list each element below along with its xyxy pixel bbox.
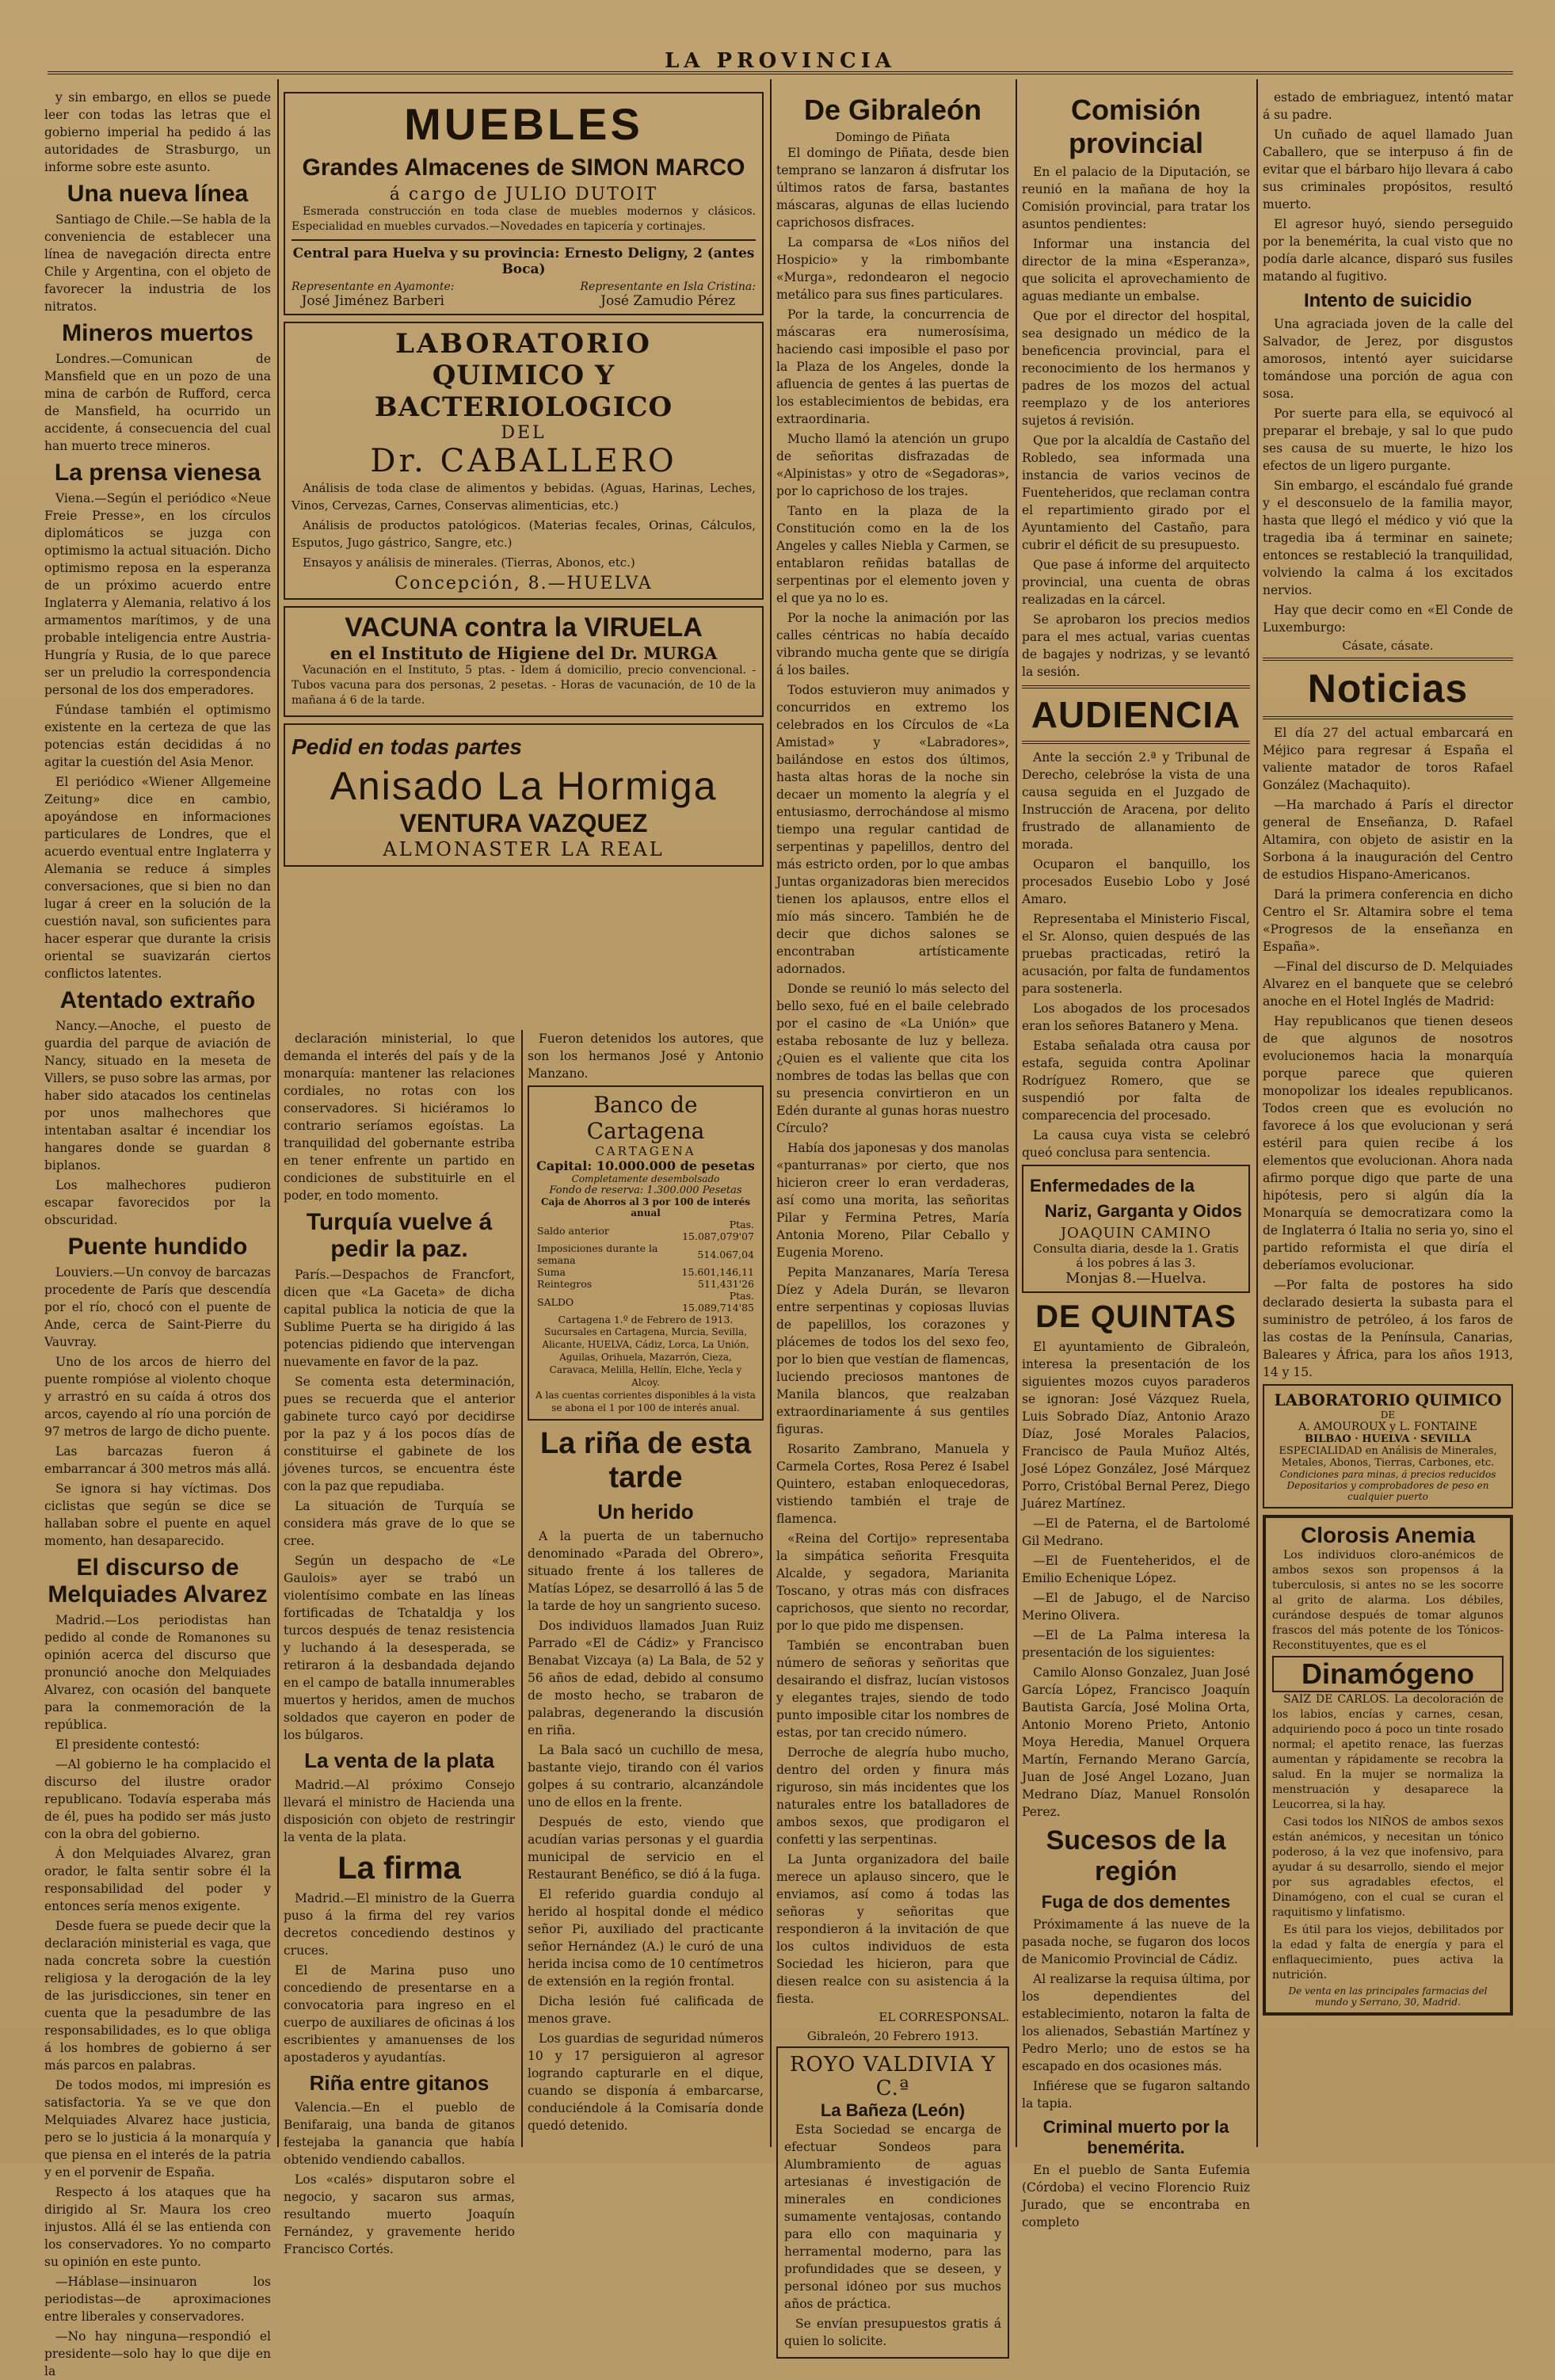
ad-text: ALMONASTER LA REAL [383,838,665,860]
article-text: Pepita Manzanares, María Teresa Díez y Adela Durán, se llevaron entre serpentinas y copiosas lluvias de papelillos, los corazones y plácemes de todos los del sexo feo, por lo bien que vestían de flamencas, luciendo preciosos mantones de Manila blancos, que realzaban extraordinariamente á sus gentiles figuras. [776,1265,1009,1436]
ad-title: LABORATORIO [395,328,652,360]
column-2a [284,1030,515,2256]
table-row [535,1242,756,1266]
article-text: Viena.—Según el periódico «Neue Freie Presse», en los círculos diplomáticos se juzga con optimismo la actual situación. Dicho optimismo reposa en la esperanza de un próximo acuerdo entre Inglaterra y Alemania, relativo á los armamentos marítimos, y de una probable inteligencia entre Austria-Hungría y Rusia, de lo que parece ser un preludio la correspondencia personal de los dos emperadores. [44,491,271,697]
article-text: Tanto en la plaza de la Constitución como en la de los Angeles y calles Niebla y Carmen, se entablaron reñidas batallas de serpentinas por el elemento joven y el que ya no lo es. [776,504,1009,605]
ad-text: A las cuentas corrientes disponibles á la vista se abona el 1 por 100 de interés anual. [535,1390,756,1413]
article-text: París.—Despachos de Francfort, dicen que «La Gaceta» de dicha capital publica la noticia de que la Sublime Puerta se ha dirigido á las potencias pidiendo que intervengan nuevamente en favor de la paz. [284,1268,515,1369]
anisado-ad [284,723,764,867]
article-text: Donde se reunió lo más selecto del bello sexo, fué en el baile celebrado por el casino de «La Unión» que estaba rebosante de luz y belleza. ¿Quien es el valiente que cita los nombres de todas las bellas que con su presencia convirtieron en un Edén durante al gunas horas nuestro Círculo? [776,982,1009,1135]
ad-address: Concepción, 8.—HUELVA [394,574,653,593]
article-text: Á don Melquiades Alvarez, gran orador, le falta sentir sobre él la responsabilidad del poder y entonces sería menos exigente. [44,1847,271,1913]
headline: Riña entre gitanos [309,2071,490,2095]
subheadline: Fuga de dos dementes [1041,1892,1231,1912]
ad-text: Vacunación en el Instituto, 5 ptas. - Idem á domicilio, precio convencional. - Tubos vacuna para dos personas, 2 pesetas. - Horas de vacunación, de 10 de la mañana á 6 de la tarde. [292,664,756,707]
article-text: —Por falta de postores ha sido declarado desierta la subasta para el suministro de petróleo, á los faros de las costas de la Península, Canarias, Baleares y África, para los años 1913, 14 y 15. [1263,1278,1513,1379]
article-text: La causa cuya vista se celebró queó conclusa para sentencia. [1022,1128,1250,1160]
ad-text: Consulta diaria, desde la 1. Gratis á los pobres á las 3. [1033,1241,1239,1270]
article-text: El referido guardia condujo al herido al hospital donde el médico señor Pi, auxiliado del practicante señor Hernández (A.) le curó de una herida incisa como de 10 centímetros de extensión en la región frontal. [528,1887,764,1989]
article-text: Hay republicanos que tienen deseos de que algunos de nosotros evolucionemos hacia la monarquía porque parece que quieren monopolizar los ideales republicanos. Todos creen que es evolución no favorece á los que evolucionan y será estéril para quien recibe á los elementos que evolucionan. Ahora nada afirmo porque digo que parte de una hipótesis, pero si algún día la Monarquía se democratizara como la de Inglaterra ó Italia no seria yo, sino el partido reformista el que diría el deberíamos evolucionar. [1263,1014,1513,1272]
article-text: estado de embriaguez, intentó matar á su padre. [1263,90,1513,122]
article-text: Dicha lesión fué calificada de menos grave. [528,1994,764,2026]
ad-text: Cartagena 1.º de Febrero de 1913. [558,1314,734,1325]
table-cell: 15.601,146,11 [681,1266,754,1278]
column-rule [770,79,772,2147]
article-text: Los «calés» disputaron sobre el negocio, y sacaron sus armas, resultando muerto Joaquín Fernández, y gravemente herido Francisco Cortés. [284,2172,515,2256]
article-text: Derroche de alegría hubo mucho, dentro del orden y finura más riguroso, sin más incidentes que los naturales entre los batalladores de ambos sexos, que prodigaron el confetti y las serpentinas. [776,1745,1009,1847]
signature: EL CORRESPONSAL. [878,2010,1009,2024]
article-text: Sin embargo, el escándalo fué grande y el desconsuelo de la familia mayor, hasta que llegó el médico y vió que la tragedia iba á terminar en sainete; entonces se restableció la tranquilidad, volviendo la calma á los excitados nervios. [1263,479,1513,597]
table-row [535,1266,756,1278]
article-text: —Háblase—insinuaron los periodistas—de aproximaciones entre liberales y conservadores. [44,2275,271,2324]
column-5 [1263,89,1513,2157]
article-text: —Ha marchado á París el director general de Enseñanza, D. Rafael Altamira, con objeto de asistir en la Sorbona á la inauguración del Centro de estudios Hispano-Americanos. [1263,798,1513,882]
table-row [535,1278,756,1290]
article-text: Una agraciada joven de la calle del Salvador, de Jerez, por disgustos amorosos, intentó ayer suicidarse tomándose una porción de agua con sosa. [1263,317,1513,401]
ad-text: A. AMOUROUX y L. FONTAINE [1298,1421,1477,1433]
headline: Sucesos de la región [1046,1825,1226,1886]
dateline: Gibraleón, 20 Febrero 1913. [806,2029,979,2043]
article-text: En el pueblo de Santa Eufemia (Córdoba) el vecino Florencio Ruiz Jurado, que se encontraba en completo [1022,2163,1250,2229]
ad-text: De venta en las principales farmacias del mundo y Serrano, 30, Madrid. [1288,1985,1488,2008]
headline: La firma [337,1851,461,1886]
article-text: Santiago de Chile.—Se habla de la conveniencia de establecer una línea de navegación directa entre Chile y Argentina, con el objeto de favorecer la industria de los nitratos. [44,212,271,314]
article-text: Había dos japonesas y dos manolas «panturranas» por cierto, que nos hicieron creer lo eran verdaderas, así como una morita, las señoritas Pilar y Fermina Petres, María Antonia Moreno, Pilar Ceballo y Eugenia Moreno. [776,1141,1009,1260]
article-text: —El de Paterna, el de Bartolomé Gil Medrano. [1022,1516,1250,1548]
ad-text: Depositarios y comprobadores de peso en cualquier puerto [1286,1480,1489,1502]
article-text: declaración ministerial, lo que demanda el interés del país y de la monarquía: mantener las relaciones cordiales, no rotas con los conservadores. Si hiciéramos lo contrario seríamos egoístas. La tranquilidad del gobernante estriba en tener enfrente un partido en condiciones de substituirle en el poder, en todo momento. [284,1032,515,1203]
ad-text: Completamente desembolsado [571,1173,720,1184]
ad-text: Fondo de reserva: 1.300.000 Pesetas [549,1184,742,1196]
headline: Intento de suicidio [1303,290,1472,311]
article-text: El presidente contestó: [55,1737,200,1752]
muebles-ad [284,92,764,315]
ad-text: Es útil para los viejos, debilitados por la edad y falta de energía y para el enflaquecimiento, pues activa la nutrición. [1272,1924,1504,1981]
headline: La venta de la plata [304,1749,494,1772]
ad-text: Capital: 10.000.000 de pesetas [536,1158,755,1173]
ad-subtitle: Grandes Almacenes de SIMON MARCO [302,154,745,181]
article-text: A la puerta de un tabernucho denominado «Parada del Obrero», situado frente á los talleres de Matías López, se desarrolló á las 5 de la tarde de hoy un sangriento suceso. [528,1529,764,1613]
article-text: Londres.—Comunican de Mansfield que en un pozo de una mina de carbón de Rufford, cerca de Mansfield, ha ocurrido un accidente, á consecuencia del cual han muerto trece mineros. [44,352,271,453]
table-row [535,1219,756,1242]
ad-title: ROYO VALDIVIA Y C.ª [789,2053,997,2100]
ad-title: Dinamógeno [1272,1656,1504,1692]
column-2b [528,1030,764,2155]
ad-text: SAIZ DE CARLOS. La decoloración de los labios, encías y carnes, cesan, adquiriendo poco á poco un tinte rosado normal; el apetito renace, las fuerzas aumentan y rápidamente se recobra la salud. En la mujer se normaliza la menstruación y desaparece la Leucorrea, si la hay. [1272,1693,1504,1811]
headline: Comisión provincial [1068,93,1204,159]
article-text: Los abogados de los procesados eran los señores Batanero y Mena. [1022,1001,1250,1033]
article-text: Informar una instancia del director de la mina «Esperanza», que solicita el aprovechamiento de aguas mediante un embalse. [1022,237,1250,303]
article-text: Que por el director del hospital, sea designado un médico de la beneficencia provincial, para el reconocimiento de los hermanos y padres de los mozos del actual reemplazo y de los anteriores sujetos á revisión. [1022,309,1250,428]
article-text: Estaba señalada otra causa por estafa, seguida contra Apolinar Rodríguez Romero, que se suspendió por falta de comparecencia del procesado. [1022,1039,1250,1123]
subheadline: Criminal muerto por la benemérita. [1042,2117,1229,2157]
article-text: Al realizarse la requisa última, por los dependientes del establecimiento, notaron la falta de los alienados, Sebastián Martínez y Pedro Merlo; uno de estos se ha escapado en dos ocasiones más. [1022,1972,1250,2073]
table-cell: Ptas. 15.089,714'85 [682,1290,754,1314]
ad-text: José Jiménez Barberi [301,293,444,309]
article-text: Madrid.—Al próximo Consejo llevará el ministro de Hacienda una disposición con objeto de restringir la venta de la plata. [284,1778,515,1844]
ad-title: QUIMICO Y BACTERIOLOGICO [374,360,673,423]
headline: Mineros muertos [62,320,253,346]
ad-subtitle: en el Instituto de Higiene del Dr. MURGA [330,643,718,663]
ad-title: Banco de Cartagena [586,1092,705,1144]
ad-text: Análisis de toda clase de alimentos y bebidas. (Aguas, Harinas, Leches, Vinos, Cervezas, Carnes, Conservas alimenticias, etc.) [292,481,756,513]
ad-text: á cargo de JULIO DUTOIT [389,185,658,204]
article-text: Madrid.—El ministro de la Guerra puso á la firma del rey varios decretos concediendo destinos y cruces. [284,1891,515,1958]
headline: Noticias [1307,666,1469,711]
ad-text: DEL [501,423,547,443]
column-4 [1022,89,1250,2229]
table-cell: SALDO [537,1295,574,1308]
ad-subtitle: La Bañeza (León) [820,2100,966,2120]
ad-text: Los individuos cloro-anémicos de ambos sexos son propensos á la tuberculosis, si antes no se les socorre al grito de alarma. Los débiles, curándose después de tomar algunos frascos del más potente de los Tónicos-Reconstituyentes, que es el [1272,1549,1504,1652]
article-text: Después de esto, viendo que acudían varias personas y el guardia municipal de servicio en el Restaurant Benéfico, se dió á la fuga. [528,1815,764,1882]
ad-title: Enfermedades de la [1030,1176,1195,1196]
article-text: Todos estuvieron muy animados y concurridos en extremo los celebrados en los Círculos de «La Amistad» y «Labradores», bailándose en estos dos últimos, hasta altas horas de la noche sin decaer un momento la alegría y el entusiasmo, derrochándose al mismo tiempo una regular cantidad de serpentinas y papelillos, dentro del más estricto orden, por lo que ambas Juntas organizadoras bien merecidos tienen los aplausos, entre ellos el mío más sincero. También he de decir que dichos salones se encontraban artísticamente adornados. [776,683,1009,976]
article-text: El domingo de Piñata, desde bien temprano se lanzaron á disfrutar los últimos ratos de farsa, bastantes máscaras, algunas de ellas luciendo caprichosos disfraces. [776,146,1009,230]
article-text: «Reina del Cortijo» representaba la simpática señorita Fresquita Alcalde, y segadora, Marianita Toscano, y otras más con disfraces caprichosos, que siento no recordar, por lo que pido me dispensen. [776,1531,1009,1633]
headline: Puente hundido [67,1234,248,1260]
ad-title: MUEBLES [404,99,643,149]
ad-title: LABORATORIO QUIMICO [1274,1390,1502,1409]
bank-ad [528,1085,764,1421]
ad-title: Anisado La Hormiga [330,764,718,808]
article-text: Se aprobaron los precios medios para el mes actual, varias cuentas de bagajes y nodrizas, y se levantó la sesión. [1022,612,1250,679]
ad-text: CARTAGENA [595,1144,696,1158]
article-text: La situación de Turquía se considera más grave de lo que se cree. [284,1499,515,1548]
article-text: Louviers.—Un convoy de barcazas procedente de París que descendía por el río, chocó con el puente de Ande, cerca de Saint-Pierre du Vauvray. [44,1265,271,1349]
article-text: Según un despacho de «Le Gaulois» ayer se trabó un violentísimo combate en las líneas fortificadas de Tchataldja y los turcos después de tenaz resistencia y luchando á la desesperada, se retiraron á la desbandada dejando en el campo de batalla innumerables muertos y heridos, amen de muchos soldados que cayeron en poder de los búlgaros. [284,1554,515,1742]
ad-text: José Zamudio Pérez [600,293,736,309]
ad-text: Análisis de productos patológicos. (Materias fecales, Orinas, Cálculos, Esputos, Jugo gástrico, Sangre, etc.) [292,518,756,550]
article-text: El periódico «Wiener Allgemeine Zeitung» dice en cambio, apoyándose en informaciones particulares de Londres, que el acuerdo eventual entre Inglaterra y Alemania se reduce á simples conversaciones, que si bien no dan lugar á creer en la solución de la cuestión naval, son suficientes para hacer esperar que durante la crisis oriental se suavizarán ciertos conflictos latentes. [44,775,271,981]
laboratory-ad [284,322,764,600]
ad-label: Representante en Isla Cristina: [580,280,756,293]
headline: De Gibraleón [803,93,982,126]
article-text: —El de La Palma interesa la presentación de los siguientes: [1022,1628,1250,1660]
headline: DE QUINTAS [1035,1299,1237,1334]
ad-text: Esmerada construcción en toda clase de muebles modernos y clásicos. Especialidad en muebles curvados.—Novedades en tapicería y cortinajes. [292,205,756,233]
bank-table [535,1219,756,1314]
table-cell: 514.067,04 [697,1248,754,1261]
article-text: Las barcazas fueron á embarrancar á 300 metros más allá. [44,1444,271,1476]
article-text: En el palacio de la Diputación, se reunió en la mañana de hoy la Comisión provincial, para tratar los asuntos pendientes: [1022,165,1250,231]
article-text: Que pase á informe del arquitecto provincial, una cuenta de obras realizadas en la cárcel. [1022,558,1250,607]
table-row [535,1290,756,1314]
ad-text: ESPECIALIDAD en Análisis de Minerales, Metales, Abonos, Tierras, Carbones, etc. [1279,1445,1497,1469]
article-text: —El de Fuenteheridos, el de Emilio Echenique López. [1022,1554,1250,1585]
article-text: Ocuparon el banquillo, los procesados Eusebio Lobo y José Amaro. [1022,857,1250,906]
subheadline: Domingo de Piñata [835,130,951,144]
ad-text: Se envían presupuestos gratis á quien lo solicite. [784,2317,1001,2348]
article-text: La Junta organizadora del baile merece un aplauso sincero, que le enviamos, así como á todas las señoras y señoritas que respondieron á la invitación de que los cultos individuos de esta Sociedad les hicieron, para que diesen realce con su asistencia á la fiesta. [776,1852,1009,2006]
vaccine-ad [284,606,764,717]
ad-text: Pedid en todas partes [292,734,522,759]
article-text: Fueron detenidos los autores, que son los hermanos José y Antonio Manzano. [528,1032,764,1081]
article-text: El de Marina puso uno concediendo de presentarse en a convocatoria para ingreso en el cuerpo de auxiliares de oficinas á los escribientes y amanuenses de los apostaderos y ayudantías. [284,1963,515,2065]
article-text: y sin embargo, en ellos se puede leer con todas las letras que el gobierno imperial ha pedido á las autoridades de Strasburgo, un informe sobre este asunto. [44,90,271,174]
article-text: Hay que decir como en «El Conde de Luxemburgo: [1263,603,1513,635]
headline: AUDIENCIA [1031,694,1241,735]
amouroux-ad [1263,1384,1513,1508]
article-text: Por la tarde, la concurrencia de máscaras era numerosísima, haciendo casi imposible el paso por la Plaza de los Angeles, donde la afluencia de gentes á las puertas de los establecimientos de bebidas, era extraordinaria. [776,307,1009,426]
headline: La riña de esta tarde [539,1427,752,1494]
ad-text: DE [1380,1409,1396,1421]
article-text: También se encontraban buen número de señoras y señoritas que desairando el disfraz, lucían vistosos y elegantes trajes, siendo de todo punto imposible citar los nombres de estas, por tan crecido número. [776,1638,1009,1740]
ad-text: Esta Sociedad se encarga de efectuar Sondeos para Alumbramiento de aguas artesianas é investigación de minerales en condiciones sumamente ventajosas, contando para ello con maquinaria y herramental moderno, para las profundidades que se deseen, y personal idóneo por sus muchos años de práctica. [784,2123,1001,2311]
article-text: Rosarito Zambrano, Manuela y Carmela Cortes, Rosa Perez é Isabel Quintero, estaban enloquecedoras, vistiendo también el traje de flamenca. [776,1442,1009,1526]
ad-block [284,89,764,1030]
ad-title: Nariz, Garganta y Oidos [1044,1201,1242,1221]
article-text: Un cuñado de aquel llamado Juan Caballero, que se interpuso á fin de evitar que el bárbaro hijo llevara á cabo sus criminales propósitos, resultó muerto. [1263,128,1513,212]
ad-address: Monjas 8.—Huelva. [1065,1270,1206,1287]
article-text: El día 27 del actual embarcará en Méjico para regresar á España el valiente matador de toros Rafael González (Machaquito). [1263,726,1513,792]
article-text: De todos modos, mi impresión es satisfactoria. Ya se ve que don Melquiades Alvarez hace justicia, pero se lo justicia á la monarquía y que piensa en el interés de la patria y en el porvenir de España. [44,2078,271,2180]
article-text: Ante la sección 2.ª y Tribunal de Derecho, celebróse la vista de una causa seguida en el Juzgado de Instrucción de Aracena, por delito frustrado de allanamiento de morada. [1022,750,1250,852]
headline: La prensa vienesa [54,460,261,486]
ad-title: VACUNA contra la VIRUELA [345,612,703,643]
ad-label: Representante en Ayamonte: [292,280,455,293]
article-text: Se comenta esta determinación, pues se recuerda que el anterior gabinete turco cayó por decidirse por la paz y á los pocos días de constituirse el gabinete de los jóvenes turcos, se encuentra éste con la paz que repudiaba. [284,1375,515,1493]
ad-text: Caja de Ahorros al 3 por 100 de interés anual [541,1196,750,1219]
ad-text: Casi todos los NIÑOS de ambos sexos están anémicos, y necesitan un tónico poderoso, á la vez que inofensivo, para ayudar á su desarrollo, siendo el mejor por sus agradables efectos, el Dinamógeno, con el cual se curan el raquitismo y linfatismo. [1272,1816,1504,1919]
ad-text: BILBAO · HUELVA · SEVILLA [1305,1433,1471,1445]
article-text: Infiérese que se fugaron saltando la tapia. [1022,2079,1250,2111]
article-text: —El de Jabugo, el de Narciso Merino Olivera. [1022,1591,1250,1623]
article-text: Que por la alcaldía de Castaño del Robledo, sea informada una instancia de varios vecinos de Fuenteheridos, que reclaman contra el repartimiento girado por el Ayuntamiento del Castaño, para cubrir el déficit de su presupuesto. [1022,433,1250,552]
article-text: —Final del discurso de D. Melquiades Alvarez en el banquete que se celebró anoche en el Hotel Inglés de Madrid: [1263,959,1513,1009]
dinamogeno-ad [1263,1515,1513,2016]
article-text: Por la noche la animación por las calles céntricas no había decaído vibrando mucha gente que se dirigía á los bailes. [776,611,1009,677]
column-rule [521,1030,523,2147]
article-text: El agresor huyó, siendo perseguido por la benemérita, la cual visto que no podía darle alcance, disparó sus fusiles matando al fugitivo. [1263,217,1513,284]
headline: Turquía vuelve á pedir la paz. [306,1209,493,1262]
article-text: —Al gobierno le ha complacido el discurso del ilustre orador republicano. Todavía esperaba más de él, pues ha podido ser más justo con la obra del gobierno. [44,1757,271,1841]
column-1 [44,89,272,2378]
article-text: Mucho llamó la atención un grupo de señoritas disfrazadas de «Alpinistas» y otro de «Segadoras», por lo caprichoso de los trajes. [776,432,1009,498]
ad-text: Ensayos y análisis de minerales. (Tierras, Abonos, etc.) [303,555,635,570]
article-text: Por suerte para ella, se equivocó al preparar el brebaje, y sal lo que pudo ses causa de su muerte, le hizo los efectos de un ligero purgante. [1263,406,1513,473]
article-text: Camilo Alonso Gonzalez, Juan José García López, Francisco Joaquín Bautista García, José Molina Orta, Antonio Moreno Prieto, Antonio Moya Heredia, Manuel Orquera Martín, Fernando Merano García, Juan de José Angel Lozano, Juan Medrano Díaz, Manuel Ronsolón Perez. [1022,1665,1250,1819]
article-text: Respecto á los ataques que ha dirigido al Sr. Maura los creo injustos. Allá él se las entienda con los conservadores. Yo no comparto su opinión en este punto. [44,2185,271,2269]
headline: Una nueva línea [67,181,249,207]
article-text: —No hay ninguna—respondió el presidente—solo hay lo que dije en la [44,2329,271,2378]
article-text: Fúndase también el optimismo existente en la certeza de que las potencias están decididas á no agitar la cuestión del Asia Menor. [44,703,271,769]
table-cell: Ptas. 15.087,079'07 [682,1219,754,1242]
ad-text: JOAQUIN CAMINO [1060,1225,1212,1241]
table-cell: Suma [537,1266,566,1278]
ad-title: Dr. CABALLERO [370,443,677,479]
column-rule [277,79,279,2147]
article-text: Se ignora si hay víctimas. Dos ciclistas que según se dice se hallaban sobre el puente en aquel momento, han desaparecido. [44,1482,271,1548]
article-text: Dos individuos llamados Juan Ruiz Parrado «El de Cádiz» y Francisco Benabat Vizcaya (a) La Bala, de 52 y 56 años de edad, debido al consumo de mosto hecho, se trabaron de palabras, degenerando la discusión en riña. [528,1619,764,1737]
ad-title: Clorosis Anemia [1301,1523,1475,1547]
article-text: La Bala sacó un cuchillo de mesa, bastante viejo, tirando con él varios golpes á su contrario, alcanzándole uno de ellos en la frente. [528,1743,764,1810]
article-text: Dará la primera conferencia en dicho Centro el Sr. Altamira sobre el tema «Progresos de la enseñanza en España». [1263,887,1513,954]
table-cell: Saldo anterior [537,1224,609,1237]
article-text: Uno de los arcos de hierro del puente rompióse al violento choque y arrastró en su caída á otros dos arcos, cayendo al río una porción de 97 metros de largo de dicho puente. [44,1355,272,1439]
ad-text: Central para Huelva y su provincia: Ernesto Deligny, 2 (antes Boca) [292,246,755,277]
table-cell: Imposiciones durante la semana [537,1242,658,1266]
article-text: Desde fuera se puede decir que la declaración ministerial es vaga, que nada concreta sobre la cuestión religiosa y la derogación de la ley de las jurisdicciones, sin tener en cuenta que la pesadumbre de las responsabilidades, es lo que obliga á los hombres de gobierno á ser más parcos en palabras. [44,1919,271,2073]
article-text: Valencia.—En el pueblo de Benifaraig, una banda de gitanos festejaba la ganancia que había obtenido vendiendo caballos. [284,2100,515,2167]
doctor-ad [1022,1165,1250,1293]
subheadline: Un herido [597,1500,694,1524]
article-text: Nancy.—Anoche, el puesto de guardia del parque de aviación de Nancy, situado en la meseta de Villers, se puso sobre las armas, por haber sido atacados los centinelas por unos malhechores que intentaban asaltar é incendiar los hangares donde se guardan 8 biplanos. [44,1019,271,1173]
ad-subtitle: VENTURA VAZQUEZ [399,809,648,837]
ad-text: Condiciones para minas, á precios reducidos [1279,1469,1496,1480]
article-text: La comparsa de «Los niños del Hospicio» y la rimbombante «Murga», redondearon el negocio metálico para sus fines particulares. [776,235,1009,302]
column-rule [1256,79,1258,2147]
table-cell: Reintegros [537,1278,593,1290]
royo-ad [776,2046,1009,2359]
ad-text: Sucursales en Cartagena, Murcia, Sevilla, Alicante, HUELVA, Cádiz, Lorca, La Unión, Aguilas, Orihuela, Mazarrón, Cieza, Caravaca, Melilla, Hellín, Elche, Yecla y Alcoy. [542,1326,749,1388]
article-text: Madrid.—Los periodistas han pedido al conde de Romanones su opinión acerca del discurso que pronunció anoche don Melquiades Alvarez, con ocasión del banquete para la conmemoración de la república. [44,1613,271,1732]
table-cell: 511,431'26 [697,1278,754,1290]
column-rule [1016,79,1017,2147]
quote: Cásate, cásate. [1342,639,1434,653]
article-text: Representaba el Ministerio Fiscal, el Sr. Alonso, quien después de las pruebas practicadas, retiró la acusación, por falta de fundamentos para sostenerla. [1022,912,1250,996]
article-text: Próximamente á las nueve de la pasada noche, se fugaron dos locos de Manicomio Provincial de Cádiz. [1022,1917,1250,1966]
article-text: Los malhechores pudieron escapar favorecidos por la obscuridad. [44,1178,271,1227]
article-text: El ayuntamiento de Gibraleón, interesa la presentación de los siguientes mozos cuyos paraderos se ignoran: José Vázquez Ruela, Luis Sobrado Díaz, Antonio Arazo Díaz, José Morales Palacios, Francisco de Paula Muñoz Altés, José López González, José Márquez Porro, Cristóbal Bernal Perez, Diego Juárez Martínez. [1022,1340,1250,1511]
article-text: Los guardias de seguridad números 10 y 17 persiguieron al agresor logrando capturarle en el dique, cuando se disponía á embarcarse, conduciéndole á la Comisaría donde quedó detenido. [528,2031,764,2133]
headline: El discurso de Melquiades Alvarez [48,1554,268,1608]
column-3 [776,89,1009,2348]
headline: Atentado extraño [59,987,256,1013]
running-header: LA PROVINCIA [48,49,1513,74]
